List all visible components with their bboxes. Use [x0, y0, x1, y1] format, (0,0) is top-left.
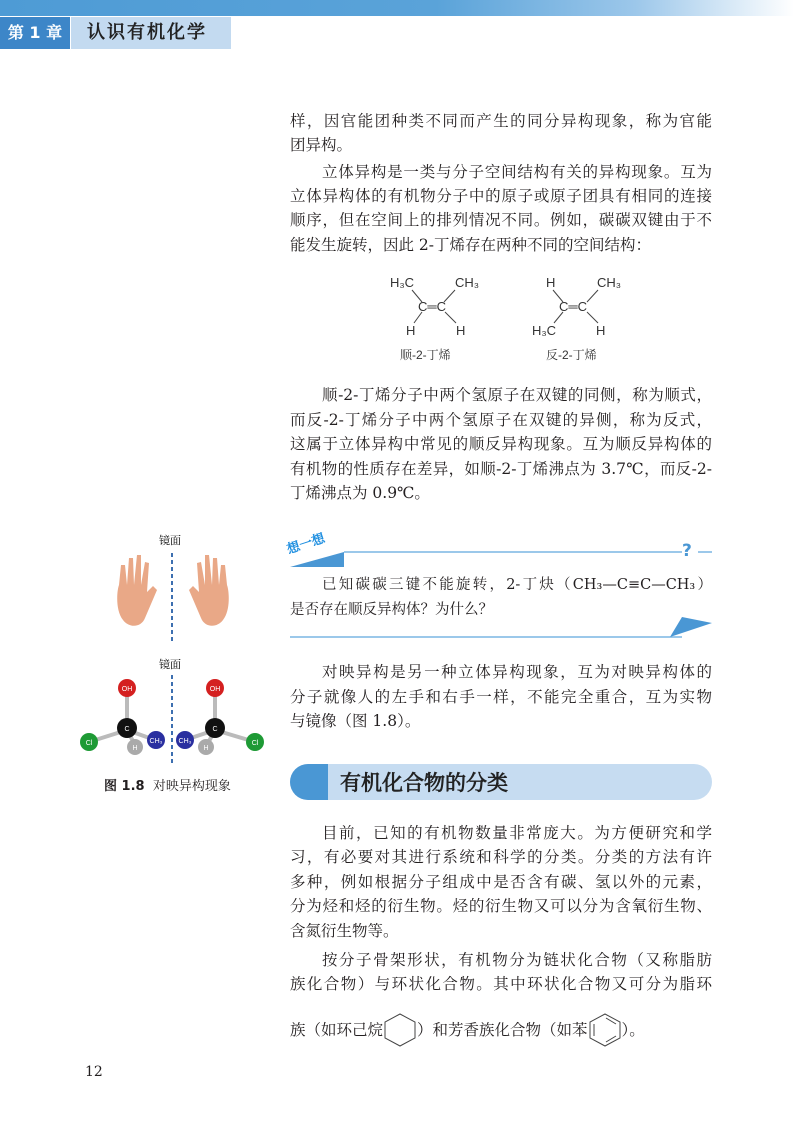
chapter-number: 第 1 章 [0, 17, 70, 49]
text-line: 而反-2-丁烯分子中两个氢原子在双键的异侧，称为反式， [290, 411, 712, 429]
think-line: 已知碳碳三键不能旋转，2-丁炔（CH₃—C≡C—CH₃） [322, 577, 712, 593]
figure-enantiomers [75, 530, 275, 770]
think-line: 是否存在顺反异构体？为什么？ [290, 602, 493, 618]
benzene-icon [588, 1012, 622, 1048]
atom-oh: OH [209, 686, 221, 693]
text-line: 团异构。 [290, 136, 353, 154]
atom-ch3: CH₃ [149, 738, 163, 745]
question-mark-icon: ? [682, 541, 692, 561]
top-banner [0, 0, 794, 16]
atom-h: H [203, 745, 209, 752]
trans-center: C═C [559, 299, 587, 314]
atom-oh: OH [121, 686, 133, 693]
trans-tr: CH₃ [597, 275, 622, 290]
trans-bl: H₃C [532, 323, 557, 338]
page-number: 12 [85, 1064, 103, 1080]
cis-br: H [456, 323, 466, 338]
text-span: ）。 [621, 1021, 645, 1039]
text-line: 族化合物）与环状化合物。其中环状化合物又可分为脂环 [290, 975, 712, 993]
atom-h: H [132, 745, 138, 752]
text-line: 与镜像（图 1.8）。 [290, 712, 421, 730]
text-line: 顺序，但在空间上的排列情况不同。例如，碳碳双键由于不 [290, 211, 712, 229]
right-hand-image [189, 555, 229, 626]
figure-number: 图 1.8 [104, 779, 145, 794]
trans-tl: H [546, 275, 556, 290]
think-box [285, 525, 712, 640]
text-line: 对映异构是另一种立体异构现象，互为对映异构体的 [322, 663, 712, 681]
atom-c: C [124, 726, 130, 733]
trans-label: 反-2-丁烯 [546, 348, 597, 362]
mirror-label: 镜面 [159, 534, 181, 547]
cyclohexane-icon [383, 1012, 417, 1048]
mirror-label: 镜面 [159, 658, 181, 671]
text-line: 立体异构是一类与分子空间结构有关的异构现象。互为 [322, 163, 712, 181]
text-line: 样，因官能团种类不同而产生的同分异构现象，称为官能 [290, 112, 712, 130]
left-hand-image [117, 555, 157, 626]
text-span: ）和芳香族化合物（如苯 [417, 1021, 588, 1039]
cis-label: 顺-2-丁烯 [400, 348, 451, 362]
text-line: 丁烯沸点为 0.9℃。 [290, 484, 430, 502]
text-line: 按分子骨架形状，有机物分为链状化合物（又称脂肪 [322, 951, 712, 969]
think-badge: 想一想 [285, 531, 327, 558]
text-line: 立体异构体的有机物分子中的原子或原子团具有相同的连接 [290, 187, 712, 205]
atom-c: C [212, 726, 218, 733]
section-heading [290, 764, 712, 800]
trans-br: H [596, 323, 606, 338]
figure-caption [104, 775, 231, 794]
text-line: 含氮衍生物等。 [290, 922, 399, 940]
cis-tl: H₃C [390, 275, 415, 290]
text-line: 习，有必要对其进行系统和科学的分类。分类的方法有许 [290, 848, 712, 866]
cis-tr: CH₃ [455, 275, 480, 290]
figure-caption-text: 对映异构现象 [152, 779, 231, 794]
text-line [290, 1012, 712, 1048]
text-line: 目前，已知的有机物数量非常庞大。为方便研究和学 [322, 824, 712, 842]
text-line: 能发生旋转，因此 2-丁烯存在两种不同的空间结构： [290, 236, 652, 254]
section-title: 有机化合物的分类 [340, 771, 508, 795]
chapter-title: 认识有机化学 [71, 17, 231, 49]
text-line: 有机物的性质存在差异，如顺-2-丁烯沸点为 3.7℃，而反-2- [290, 460, 712, 478]
cis-center: C═C [418, 299, 446, 314]
text-line: 这属于立体异构中常见的顺反异构现象。互为顺反异构体的 [290, 435, 712, 453]
butene-structures [370, 265, 640, 370]
text-line: 顺-2-丁烯分子中两个氢原子在双键的同侧，称为顺式， [322, 386, 712, 404]
text-line: 多种，例如根据分子组成中是否含有碳、氢以外的元素， [290, 873, 712, 891]
atom-cl: Cl [251, 740, 259, 747]
text-line: 分为烃和烃的衍生物。烃的衍生物又可以分为含氧衍生物、 [290, 897, 712, 915]
atom-ch3: CH₃ [178, 738, 192, 745]
text-span: 族（如环己烷 [290, 1021, 384, 1039]
cis-bl: H [406, 323, 416, 338]
atom-cl: Cl [85, 740, 93, 747]
text-line: 分子就像人的左手和右手一样，不能完全重合，互为实物 [290, 688, 712, 706]
